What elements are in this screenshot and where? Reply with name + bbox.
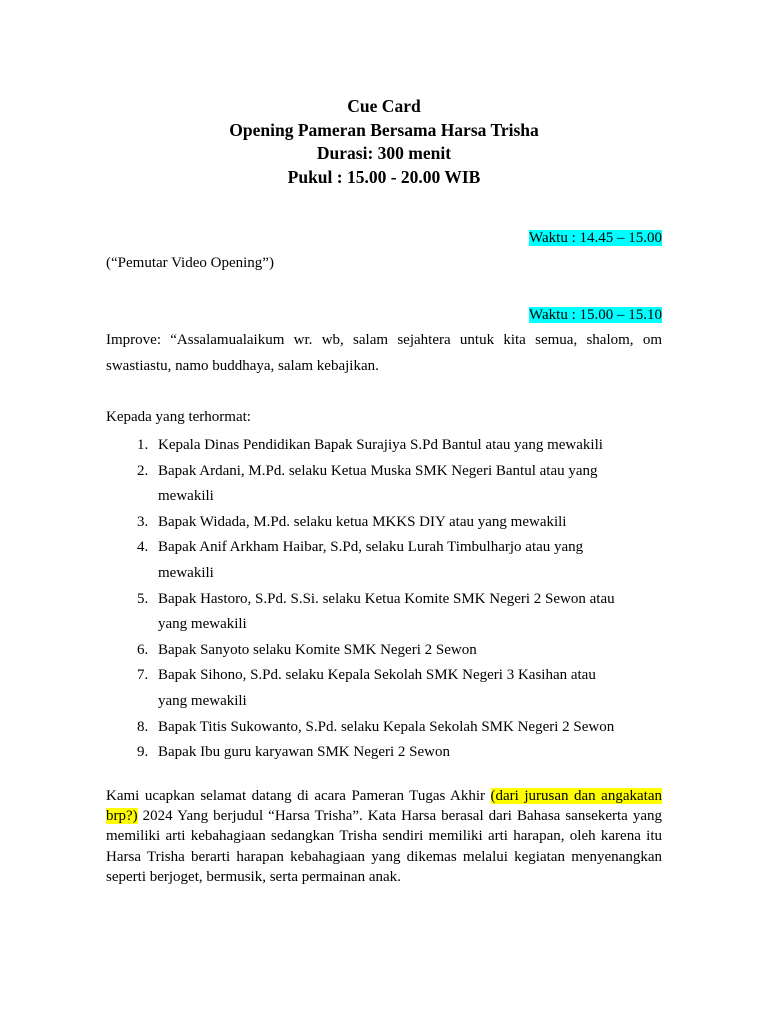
time-range: Pukul : 15.00 - 20.00 WIB bbox=[287, 166, 481, 187]
list-item bbox=[106, 715, 666, 741]
list-text: Bapak Titis Sukowanto, S.Pd. selaku Kepala Sekolah SMK Negeri 2 Sewon bbox=[158, 718, 615, 735]
duration: Durasi: 300 menit bbox=[316, 143, 452, 163]
list-number: 1. bbox=[137, 437, 149, 453]
doc-title: Cue Card bbox=[347, 96, 421, 116]
list-number: 8. bbox=[137, 718, 149, 735]
segment-1-text: (“Pemutar Video Opening”) bbox=[106, 255, 274, 271]
list-text: Bapak Anif Arkham Haibar, S.Pd, selaku Lurah Timbulharjo atau yang bbox=[158, 539, 584, 556]
list-item bbox=[106, 663, 666, 714]
list-item bbox=[106, 510, 666, 536]
time-label-2 bbox=[529, 305, 662, 325]
time-label-2-text: Waktu : 15.00 – 15.10 bbox=[529, 307, 662, 323]
closing-highlight-note: (dari jurusan dan angakatan brp?) bbox=[106, 788, 662, 825]
list-text: Bapak Ardani, M.Pd. selaku Ketua Muska SMK Negeri Bantul atau yang bbox=[158, 462, 598, 479]
list-item bbox=[106, 740, 666, 766]
guest-list bbox=[106, 433, 666, 766]
segment-2-line-1: Improve: “Assalamualaikum wr. wb, salam sejahtera untuk kita semua, shalom, om bbox=[106, 332, 662, 348]
list-number: 9. bbox=[137, 744, 149, 761]
list-number: 3. bbox=[137, 513, 149, 530]
list-text: Bapak Sihono, S.Pd. selaku Kepala Sekolah SMK Negeri 3 Kasihan atau bbox=[158, 667, 596, 684]
list-text: Bapak Widada, M.Pd. selaku ketua MKKS DIY atau yang mewakili bbox=[158, 513, 567, 530]
list-number: 6. bbox=[137, 641, 149, 658]
segment-2-line-2: swastiastu, namo buddhaya, salam kebajikan. bbox=[106, 358, 379, 374]
list-text: Kepala Dinas Pendidikan Bapak Surajiya S.Pd Bantul atau yang mewakili bbox=[158, 437, 603, 453]
list-text: Bapak Hastoro, S.Pd. S.Si. selaku Ketua Komite SMK Negeri 2 Sewon atau bbox=[158, 590, 615, 607]
time-label-1 bbox=[529, 228, 662, 248]
list-text-cont: yang mewakili bbox=[158, 616, 247, 633]
list-text: Bapak Sanyoto selaku Komite SMK Negeri 2 Sewon bbox=[158, 641, 477, 658]
list-item bbox=[106, 535, 666, 586]
closing-text-before: Kami ucapkan selamat datang di acara Pameran Tugas Akhir bbox=[106, 788, 491, 804]
list-number: 7. bbox=[137, 667, 149, 684]
list-text-cont: mewakili bbox=[158, 488, 214, 505]
title-block bbox=[0, 95, 768, 189]
event-title: Opening Pameran Bersama Harsa Trisha bbox=[229, 119, 539, 140]
list-number: 4. bbox=[137, 539, 149, 556]
list-item bbox=[106, 459, 666, 510]
greeting: Kepada yang terhormat: bbox=[106, 409, 251, 425]
list-text: Bapak Ibu guru karyawan SMK Negeri 2 Sewon bbox=[158, 744, 451, 761]
closing-paragraph bbox=[106, 786, 662, 887]
list-text-cont: mewakili bbox=[158, 564, 214, 581]
list-number: 5. bbox=[137, 590, 149, 607]
list-item bbox=[106, 433, 666, 459]
time-label-1-text: Waktu : 14.45 – 15.00 bbox=[529, 230, 662, 246]
list-item bbox=[106, 587, 666, 638]
closing-text-after: 2024 Yang berjudul “Harsa Trisha”. Kata Harsa berasal dari Bahasa sansekerta yang memiliki arti kebahagiaan sedangkan Trisha sendiri memiliki arti harapan, oleh karena itu Harsa Trisha berarti harapan kebahagiaan yang dikemas melalui kegiatan menyenangkan seperti berjoget, bermusik, serta permainan anak. bbox=[106, 808, 662, 885]
list-number: 2. bbox=[137, 462, 149, 479]
list-text-cont: yang mewakili bbox=[158, 692, 247, 709]
list-item bbox=[106, 638, 666, 664]
